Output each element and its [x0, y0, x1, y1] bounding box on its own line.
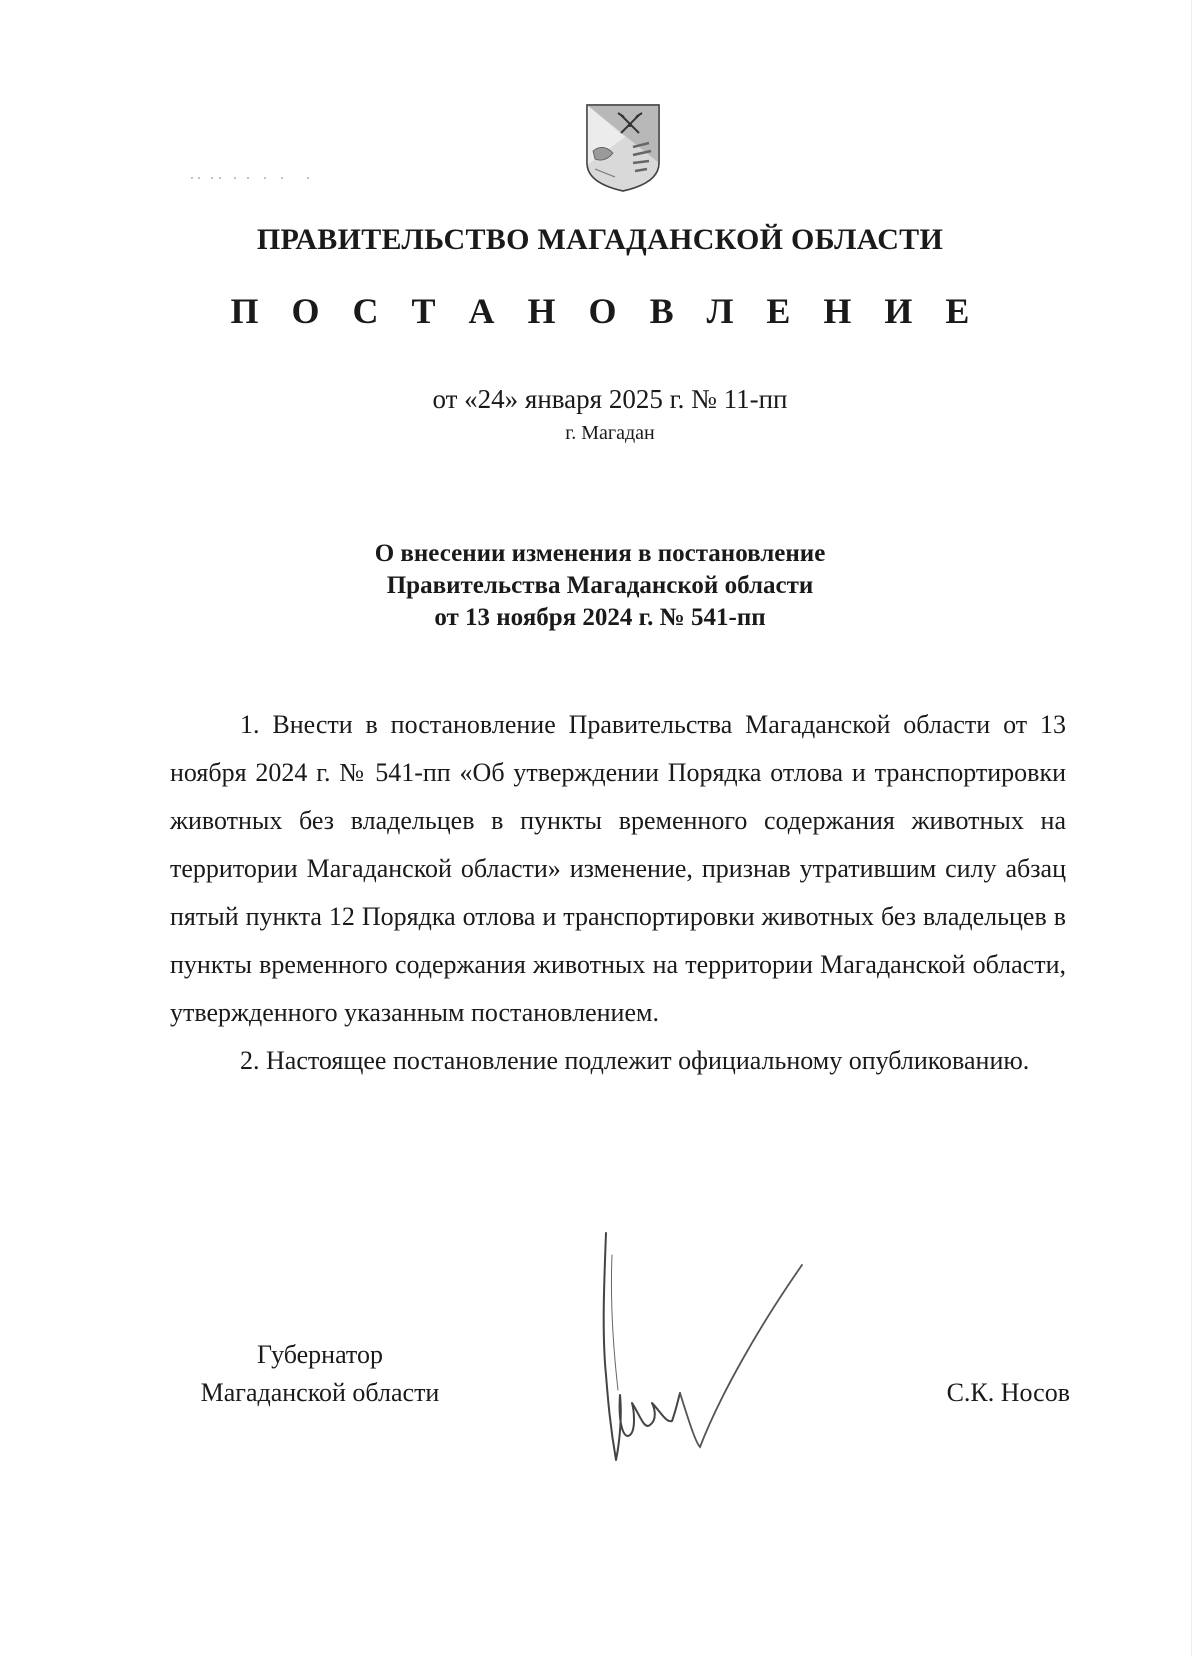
signer-position-line: Губернатор: [257, 1340, 383, 1369]
document-body: [170, 701, 1066, 1085]
subject-line: О внесении изменения в постановление: [374, 540, 826, 567]
organization-title: ПРАВИТЕЛЬСТВО МАГАДАНСКОЙ ОБЛАСТИ: [256, 223, 944, 256]
document-type: П О С Т А Н О В Л Е Н И Е: [230, 291, 982, 331]
document-subject: [0, 538, 1200, 634]
coat-of-arms-icon: [585, 103, 661, 193]
signer-name: С.К. Носов: [946, 1378, 1070, 1407]
document-city: г. Магадан: [565, 422, 655, 444]
subject-line: Правительства Магаданской области: [386, 572, 814, 599]
signer-position: [170, 1336, 470, 1412]
document-date-number: от «24» января 2025 г. № 11-пп: [432, 384, 788, 414]
body-paragraph-2: 2. Настоящее постановление подлежит официальному опубликованию.: [240, 1046, 1030, 1075]
subject-line: от 13 ноября 2024 г. № 541-пп: [434, 604, 766, 631]
scan-noise: [190, 175, 330, 181]
handwritten-signature: [590, 1225, 850, 1475]
body-paragraph-1: 1. Внести в постановление Правительства Магаданской области от 13 ноября 2024 г. № 541-пп «Об утверждении Порядка отлова и транспортировки животных без владельцев в пункты временного содержания животных на территории Магаданской области» изменение, признав утратившим силу абзац пятый пункта 12 Порядка отлова и транспортировки животных без владельцев в пункты временного содержания животных на территории Магаданской области, утвержденного указанным постановлением.: [170, 710, 1066, 1027]
signer-position-line: Магаданской области: [200, 1378, 440, 1407]
